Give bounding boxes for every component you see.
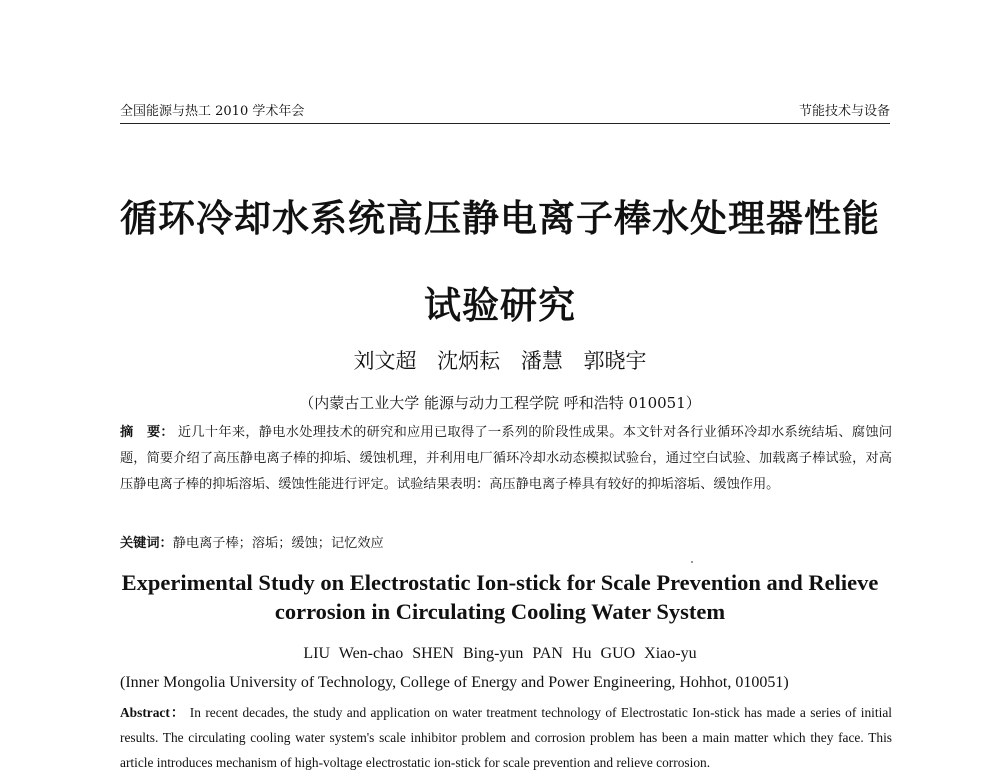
header-conference: 全国能源与热工 2010 学术年会 bbox=[120, 104, 305, 119]
abstract-cn bbox=[120, 420, 892, 498]
title-en-line1: Experimental Study on Electrostatic Ion-stick for Scale Prevention and Relieve bbox=[121, 570, 879, 595]
title-cn-line1: 循环冷却水系统高压静电离子棒水处理器性能 bbox=[120, 196, 880, 240]
abstract-en-label: Abstract： bbox=[120, 705, 186, 720]
running-header bbox=[120, 101, 890, 124]
title-en-line2: corrosion in Circulating Cooling Water System bbox=[274, 599, 726, 624]
authors-en: LIU Wen-chao SHEN Bing-yun PAN Hu GUO Xiao-yu bbox=[303, 645, 697, 662]
authors-cn: 刘文超 沈炳耘 潘慧 郭晓宇 bbox=[353, 349, 647, 373]
keywords-cn bbox=[120, 532, 384, 551]
abstract-en-text: In recent decades, the study and application on water treatment technology of Electrostatic Ion-stick has made a series of initial results. The circulating cooling water system's scale inhibitor problem and corrosion problem has been a main matter which they face. This article introduces mechanism of high-voltage electrostatic ion-stick for scale prevention and relieve corrosion. bbox=[120, 705, 892, 770]
title-cn-line2: 试验研究 bbox=[424, 283, 576, 327]
abstract-en bbox=[120, 700, 892, 775]
header-section: 节能技术与设备 bbox=[798, 104, 890, 119]
abstract-cn-text: 近几十年来，静电水处理技术的研究和应用已取得了一系列的阶段性成果。本文针对各行业循环冷却水系统结垢、腐蚀问题，简要介绍了高压静电离子棒的抑垢、缓蚀机理，并利用电厂循环冷却水动态模拟试验台，通过空白试验、加载离子棒试验，对高压静电离子棒的抑垢溶垢、缓蚀性能进行评定。试验结果表明：高压静电离子棒具有较好的抑垢溶垢、缓蚀作用。 bbox=[120, 425, 893, 492]
abstract-cn-label: 摘 要： bbox=[120, 425, 174, 440]
keywords-cn-text: 静电离子棒；溶垢；缓蚀；记忆效应 bbox=[172, 536, 384, 551]
scan-speck bbox=[691, 561, 693, 563]
affiliation-cn: （内蒙古工业大学 能源与动力工程学院 呼和浩特 010051） bbox=[299, 394, 701, 412]
keywords-cn-label: 关键词： bbox=[120, 536, 173, 551]
title-en bbox=[0, 568, 1000, 626]
affiliation-en: (Inner Mongolia University of Technology, College of Energy and Power Engineering, Hohhot, 010051) bbox=[120, 674, 789, 691]
